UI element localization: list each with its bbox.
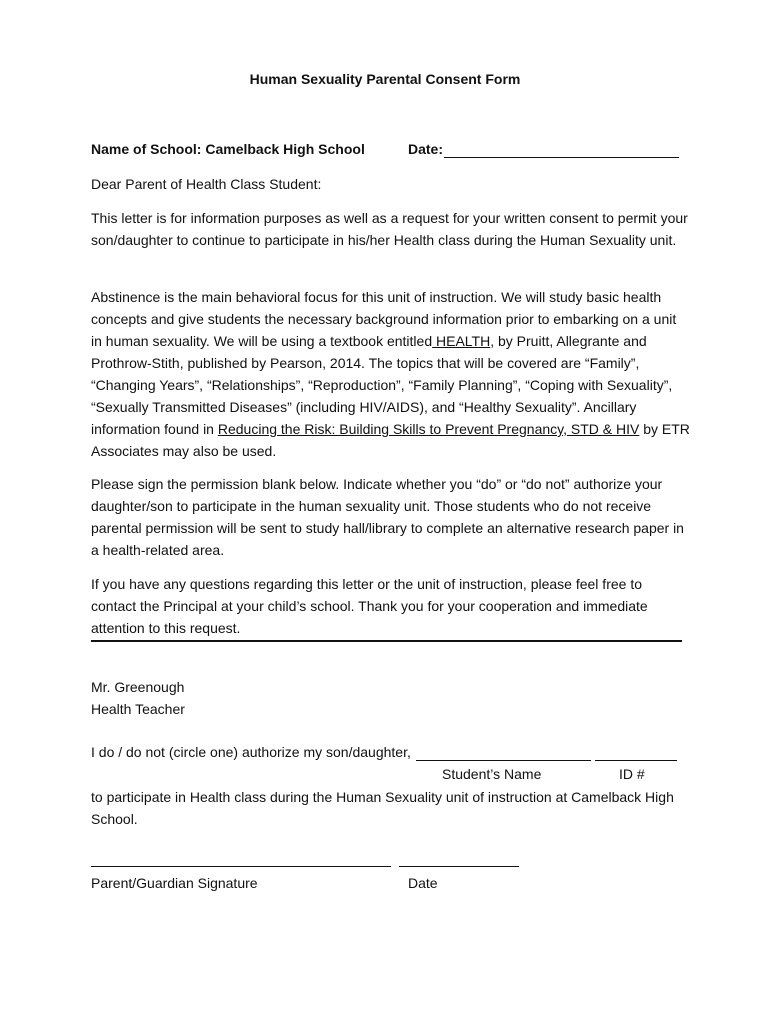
paragraph-abstinence-part3: by ETR Associates may also be used.	[91, 421, 690, 459]
ancillary-reference: Reducing the Risk: Building Skills to Prevent Pregnancy, STD & HIV	[217, 421, 640, 437]
form-title: Human Sexuality Parental Consent Form	[249, 71, 521, 87]
signature-label: Parent/Guardian Signature	[91, 875, 258, 891]
signer-name: Mr. Greenough	[91, 679, 185, 695]
participate-statement: to participate in Health class during the Human Sexuality unit of instruction at Camelback High School.	[91, 789, 674, 827]
school-name: Name of School: Camelback High School	[91, 141, 365, 157]
paragraph-abstinence-part2: , by Pruitt, Allegrante and Prothrow-Stith, published by Pearson, 2014. The topics that will be covered are “Family”, “Changing Years”, “Relationships”, “Reproduction”, “Family Planning”, “Coping with Sexuality”, “Sexually Transmitted Diseases” (including HIV/AIDS), and “Healthy Sexuality”. Ancillary information found in	[91, 333, 673, 437]
date-label: Date:	[408, 141, 444, 157]
signature-date-field[interactable]	[399, 866, 519, 867]
paragraph-abstinence-part1: Abstinence is the main behavioral focus for this unit of instruction. We will study basic health concepts and give students the necessary background information prior to embarking on a unit in human sexuality. We will be using a textbook entitled	[91, 289, 677, 349]
id-label: ID #	[619, 766, 645, 782]
signer-title: Health Teacher	[91, 701, 185, 717]
paragraph-abstinence	[91, 286, 691, 462]
signature-field[interactable]	[91, 866, 391, 867]
date-field[interactable]	[444, 157, 679, 158]
paragraph-questions: If you have any questions regarding this letter or the unit of instruction, please feel free to contact the Principal at your child’s school. Thank you for your cooperation and immediate attention to this request.	[91, 576, 648, 636]
student-name-label: Student’s Name	[442, 766, 542, 782]
textbook-title: HEALTH	[432, 333, 491, 349]
paragraph-purpose: This letter is for information purposes as well as a request for your written consent to permit your son/daughter to continue to participate in his/her Health class during the Human Sexuality unit.	[91, 210, 688, 248]
authorize-statement: I do / do not (circle one) authorize my son/daughter,	[91, 744, 411, 760]
greeting: Dear Parent of Health Class Student:	[91, 176, 322, 192]
signature-date-label: Date	[408, 875, 438, 891]
paragraph-permission: Please sign the permission blank below. Indicate whether you “do” or “do not” authorize your daughter/son to participate in the human sexuality unit. Those students who do not receive parental permission will be sent to study hall/library to complete an alternative research paper in a health-related area.	[91, 476, 684, 558]
student-name-field[interactable]	[416, 760, 591, 761]
divider	[91, 640, 682, 642]
student-id-field[interactable]	[595, 760, 677, 761]
